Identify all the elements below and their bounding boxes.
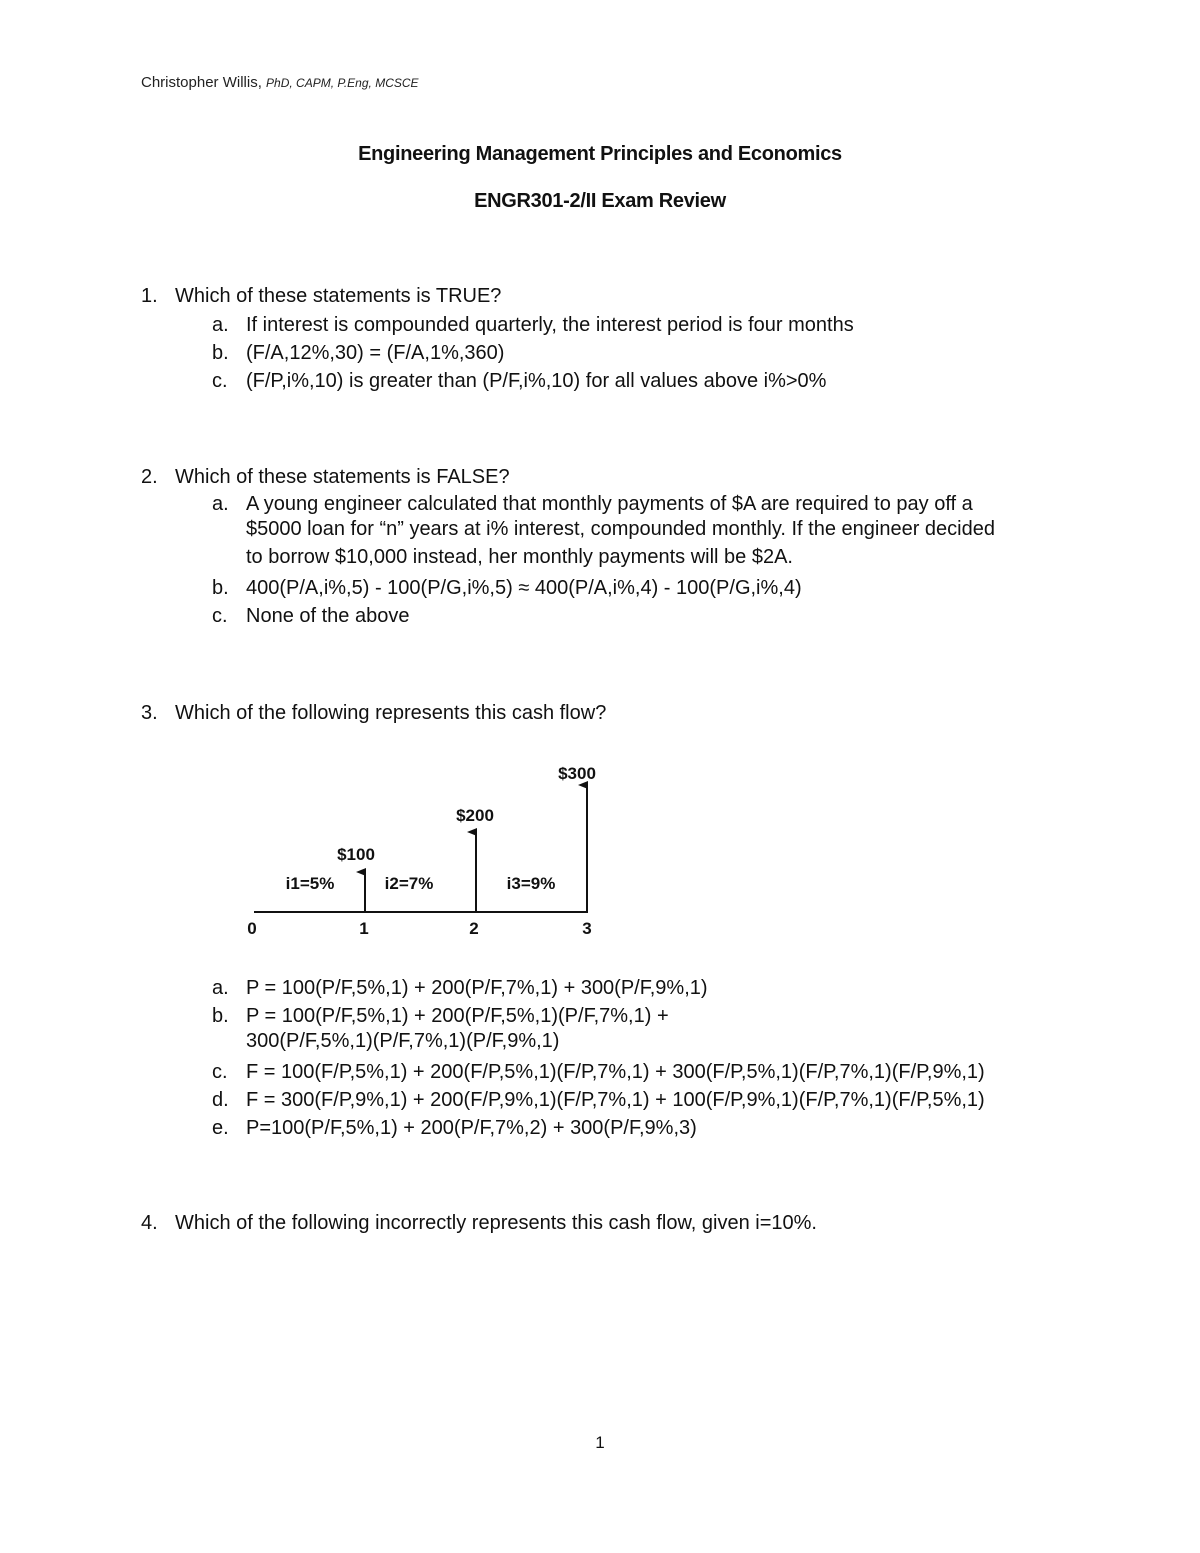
question-text: Which of the following incorrectly represents this cash flow, given i=10%. (175, 1212, 817, 1234)
exam-title: ENGR301-2/II Exam Review (474, 190, 726, 212)
option-text: P = 100(P/F,5%,1) + 200(P/F,5%,1)(P/F,7%,1) + (246, 1005, 669, 1027)
question-4 (141, 1212, 817, 1235)
period-label-0: 0 (247, 919, 257, 938)
q3-option-e (212, 1114, 697, 1142)
q3-option-a (212, 974, 708, 1002)
question-text: Which of these statements is FALSE? (175, 466, 510, 488)
q3-option-d (212, 1086, 985, 1114)
author-name: Christopher Willis, (141, 74, 262, 91)
option-text: F = 100(F/P,5%,1) + 200(F/P,5%,1)(F/P,7%,1) + 300(F/P,5%,1)(F/P,7%,1)(F/P,9%,1) (246, 1061, 985, 1083)
rate-label-2: i2=7% (384, 874, 434, 893)
period-label-2: 2 (469, 919, 479, 938)
option-letter: d. (212, 1089, 229, 1111)
q2-option-a-line-3: to borrow $10,000 instead, her monthly payments will be $2A. (246, 546, 793, 568)
option-letter: b. (212, 1005, 229, 1027)
question-number: 4. (141, 1212, 158, 1234)
period-label-1: 1 (359, 919, 369, 938)
q3-option-b (212, 1002, 669, 1030)
option-letter: a. (212, 314, 229, 336)
question-text: Which of the following represents this cash flow? (175, 702, 607, 724)
option-letter: a. (212, 493, 229, 515)
question-number: 2. (141, 466, 158, 488)
author-credentials: PhD, CAPM, P.Eng, MCSCE (266, 76, 419, 90)
page-number: 1 (595, 1433, 605, 1452)
option-text: 400(P/A,i%,5) - 100(P/G,i%,5) ≈ 400(P/A,i%,4) - 100(P/G,i%,4) (246, 577, 802, 599)
q3-option-c (212, 1058, 985, 1086)
q3-option-b-line-2: 300(P/F,5%,1)(P/F,7%,1)(P/F,9%,1) (246, 1030, 560, 1052)
option-text: F = 300(F/P,9%,1) + 200(F/P,9%,1)(F/P,7%,1) + 100(F/P,9%,1)(F/P,7%,1)(F/P,5%,1) (246, 1089, 985, 1111)
option-text: P=100(P/F,5%,1) + 200(P/F,7%,2) + 300(P/F,9%,3) (246, 1117, 697, 1139)
question-text: Which of these statements is TRUE? (175, 285, 502, 307)
amount-label-1: $100 (337, 845, 375, 864)
option-letter: c. (212, 370, 228, 392)
option-letter: a. (212, 977, 229, 999)
option-letter: c. (212, 605, 228, 627)
rate-label-3: i3=9% (506, 874, 556, 893)
option-letter: c. (212, 1061, 228, 1083)
period-label-3: 3 (582, 919, 592, 938)
option-text: If interest is compounded quarterly, the interest period is four months (246, 314, 854, 336)
option-letter: b. (212, 577, 229, 599)
question-number: 1. (141, 285, 158, 307)
q2-option-a-line-2: $5000 loan for “n” years at i% interest, compounded monthly. If the engineer decided (246, 518, 995, 540)
option-text: (F/A,12%,30) = (F/A,1%,360) (246, 342, 505, 364)
amount-label-3: $300 (558, 764, 596, 783)
option-text: None of the above (246, 605, 410, 627)
question-number: 3. (141, 702, 158, 724)
option-text-line-1: A young engineer calculated that monthly payments of $A are required to pay off a (246, 493, 973, 515)
option-letter: b. (212, 342, 229, 364)
amount-label-2: $200 (456, 806, 494, 825)
option-text: (F/P,i%,10) is greater than (P/F,i%,10) for all values above i%>0% (246, 370, 827, 392)
rate-label-1: i1=5% (285, 874, 335, 893)
course-title: Engineering Management Principles and Economics (358, 143, 842, 165)
option-text: P = 100(P/F,5%,1) + 200(P/F,7%,1) + 300(P/F,9%,1) (246, 977, 708, 999)
option-letter: e. (212, 1117, 229, 1139)
